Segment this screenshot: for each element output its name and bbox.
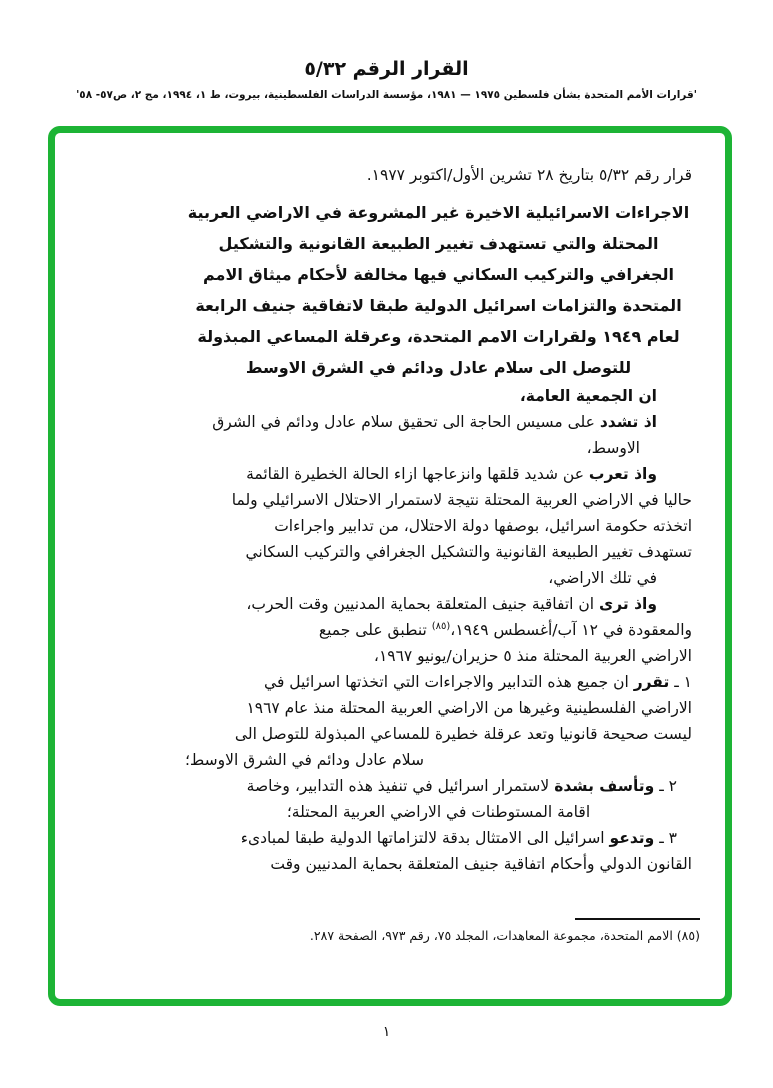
text-segment: ٣ ـ xyxy=(654,829,677,847)
text-segment: سلام عادل ودائم في الشرق الاوسط؛ xyxy=(185,751,424,769)
text-segment: عن شديد قلقها وانزعاجها ازاء الحالة الخطيرة القائمة xyxy=(246,465,589,483)
text-line xyxy=(185,643,692,669)
text-segment: واذ تعرب xyxy=(588,465,657,483)
text-line xyxy=(185,591,692,617)
text-segment: حاليا في الاراضي العربية المحتلة نتيجة لاستمرار الاحتلال الاسرائيلي ولما xyxy=(231,491,692,509)
text-segment: المتحدة والتزامات اسرائيل الدولية طبقا لاتفاقية جنيف الرابعة xyxy=(195,296,682,315)
text-segment: الاراضي الفلسطينية وغيرها من الاراضي العربية المحتلة منذ عام ١٩٦٧ xyxy=(246,699,692,717)
footnote-area xyxy=(55,918,700,943)
text-segment: الاراضي العربية المحتلة منذ ٥ حزيران/يونيو ١٩٦٧، xyxy=(373,647,692,665)
text-line xyxy=(185,228,692,259)
text-line xyxy=(185,669,692,695)
text-line xyxy=(185,321,692,352)
text-line xyxy=(185,799,692,825)
text-segment: الاجراءات الاسرائيلية الاخيرة غير المشروعة في الاراضي العربية xyxy=(187,203,690,222)
text-segment: اسرائيل الى الامتثال بدقة لالتزاماتها الدولية طبقا لمبادىء xyxy=(240,829,610,847)
text-segment: قرار رقم ٥/٣٢ بتاريخ ٢٨ تشرين الأول/اكتوبر ١٩٧٧. xyxy=(366,166,692,184)
text-line xyxy=(185,435,692,461)
source-citation: 'قرارات الأمم المتحدة بشأن فلسطين ١٩٧٥ — ١٩٨١، مؤسسة الدراسات الفلسطينية، بيروت، ط ١، ١٩٩٤، مج ٢، ص٥٧- ٥٨' xyxy=(76,89,697,101)
page-number: ١ xyxy=(382,1024,391,1040)
text-segment: للتوصل الى سلام عادل ودائم في الشرق الاوسط xyxy=(245,358,632,377)
text-line xyxy=(185,825,692,851)
text-segment: اذ تشدد xyxy=(599,413,657,431)
page-header xyxy=(0,58,773,101)
text-segment: ان الجمعية العامة، xyxy=(519,387,657,405)
text-segment: ان اتفاقية جنيف المتعلقة بحماية المدنيين وقت الحرب، xyxy=(246,595,600,613)
text-line xyxy=(185,773,692,799)
text-segment: والمعقودة في ١٢ آب/أغسطس ١٩٤٩، xyxy=(450,621,692,639)
footnote-separator xyxy=(575,918,700,920)
resolution-highlight-box xyxy=(48,126,732,1006)
text-line xyxy=(185,162,692,189)
text-line xyxy=(185,513,692,539)
text-segment: في تلك الاراضي، xyxy=(548,569,657,587)
text-segment: ان جميع هذه التدابير والاجراءات التي اتخذتها اسرائيل في xyxy=(264,673,634,691)
document-body xyxy=(185,162,692,877)
text-line xyxy=(185,409,692,435)
text-segment: ليست صحيحة قانونيا وتعد عرقلة خطيرة للمساعي المبذولة للتوصل الى xyxy=(234,725,692,743)
text-line xyxy=(185,290,692,321)
text-segment: ١ ـ xyxy=(669,673,692,691)
text-line xyxy=(185,352,692,383)
text-segment: اقامة المستوطنات في الاراضي العربية المحتلة؛ xyxy=(286,803,591,821)
text-segment: تنطبق على جميع xyxy=(318,621,432,639)
text-line xyxy=(185,539,692,565)
text-line xyxy=(185,383,692,409)
text-segment: تستهدف تغيير الطبيعة القانونية والتشكيل الجغرافي والتركيب السكاني xyxy=(245,543,692,561)
text-segment: الاوسط، xyxy=(586,439,640,457)
text-line xyxy=(185,197,692,228)
footnote-marker: (٨٥) xyxy=(431,620,451,632)
text-segment: تقرر xyxy=(633,673,670,691)
text-segment: ٢ ـ xyxy=(654,777,677,795)
text-line xyxy=(185,851,692,877)
text-line xyxy=(185,721,692,747)
text-segment: لعام ١٩٤٩ ولقرارات الامم المتحدة، وعرقلة المساعي المبذولة xyxy=(197,327,680,346)
text-line xyxy=(185,695,692,721)
text-line xyxy=(185,259,692,290)
text-segment: المحتلة والتي تستهدف تغيير الطبيعة القانونية والتشكيل xyxy=(218,234,659,253)
text-segment: واذ ترى xyxy=(599,595,657,613)
text-line xyxy=(185,461,692,487)
document-title: القرار الرقم ٥/٣٢ xyxy=(304,58,469,80)
text-segment: وتدعو xyxy=(609,829,655,847)
text-segment: وتأسف بشدة xyxy=(554,777,655,795)
text-line xyxy=(185,487,692,513)
text-segment: لاستمرار اسرائيل في تنفيذ هذه التدابير، وخاصة xyxy=(246,777,555,795)
footnote-text: (٨٥) الامم المتحدة، مجموعة المعاهدات، المجلد ٧٥، رقم ٩٧٣، الصفحة ٢٨٧. xyxy=(309,928,700,943)
text-segment: الجغرافي والتركيب السكاني فيها مخالفة لأحكام ميثاق الامم xyxy=(203,265,674,284)
text-line xyxy=(185,617,692,643)
text-segment: القانون الدولي وأحكام اتفاقية جنيف المتعلقة بحماية المدنيين وقت xyxy=(270,855,692,873)
text-segment: على مسيس الحاجة الى تحقيق سلام عادل ودائم في الشرق xyxy=(212,413,600,431)
text-line xyxy=(185,565,692,591)
text-segment: اتخذته حكومة اسرائيل، بوصفها دولة الاحتلال، من تدابير واجراءات xyxy=(274,517,692,535)
text-line xyxy=(185,747,692,773)
